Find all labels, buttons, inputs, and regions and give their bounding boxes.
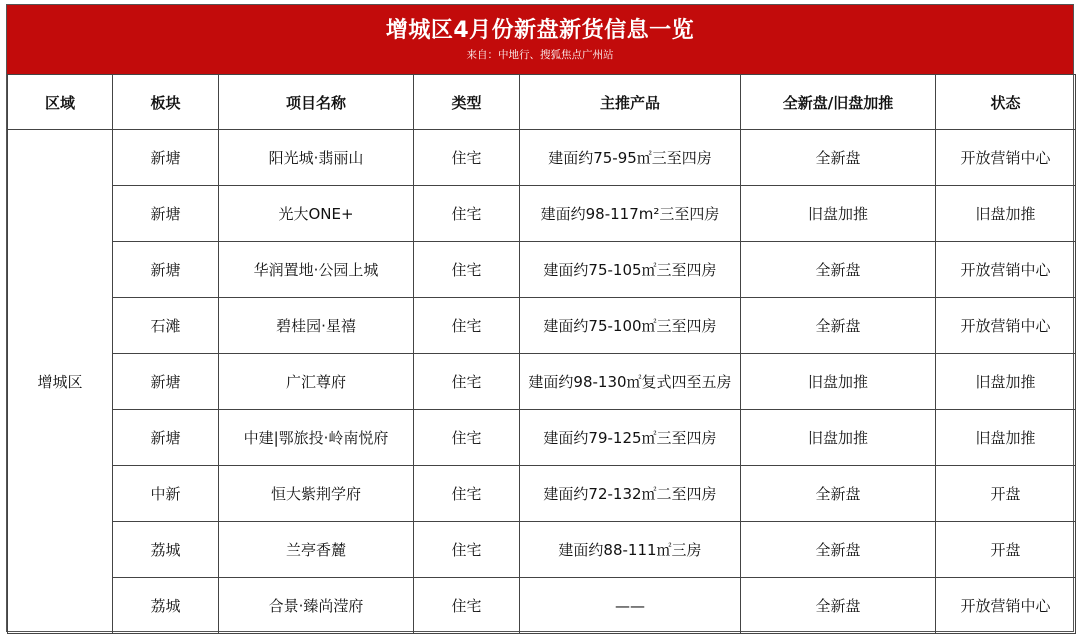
table-row [8,130,1076,186]
table-row [8,298,1076,354]
product-cell: 建面约98-117m²三至四房 [520,186,741,242]
status-cell: 开放营销中心 [936,578,1076,634]
category-cell: 全新盘 [741,578,936,634]
source-note: 来自：中地行、搜狐焦点广州站 [466,49,614,61]
block-cell: 石滩 [113,298,219,354]
status-cell: 旧盘加推 [936,354,1076,410]
block-cell: 荔城 [113,522,219,578]
status-cell: 开放营销中心 [936,130,1076,186]
block-cell: 新塘 [113,354,219,410]
column-header-product: 主推产品 [520,75,741,130]
status-cell: 开盘 [936,466,1076,522]
block-cell: 新塘 [113,410,219,466]
status-cell: 开盘 [936,522,1076,578]
type-cell: 住宅 [414,130,520,186]
status-cell: 旧盘加推 [936,186,1076,242]
project-cell: 广汇尊府 [219,354,414,410]
table-row [8,410,1076,466]
category-cell: 全新盘 [741,522,936,578]
product-cell: 建面约88-111㎡三房 [520,522,741,578]
product-cell: 建面约79-125㎡三至四房 [520,410,741,466]
table-row [8,522,1076,578]
status-cell: 开放营销中心 [936,298,1076,354]
type-cell: 住宅 [414,578,520,634]
category-cell: 旧盘加推 [741,354,936,410]
type-cell: 住宅 [414,242,520,298]
region-cell: 增城区 [8,130,113,634]
project-cell: 恒大紫荆学府 [219,466,414,522]
page-title: 增城区4月份新盘新货信息一览 [385,18,695,43]
project-cell: 兰亭香麓 [219,522,414,578]
table-row [8,466,1076,522]
category-cell: 全新盘 [741,298,936,354]
type-cell: 住宅 [414,522,520,578]
project-cell: 中建|鄂旅投·岭南悦府 [219,410,414,466]
project-cell: 合景·臻尚滢府 [219,578,414,634]
product-cell: 建面约72-132㎡二至四房 [520,466,741,522]
table-row [8,186,1076,242]
block-cell: 新塘 [113,130,219,186]
block-cell: 新塘 [113,186,219,242]
product-cell: 建面约75-95㎡三至四房 [520,130,741,186]
product-cell: —— [520,578,741,634]
column-header-block: 板块 [113,75,219,130]
project-cell: 碧桂园·星禧 [219,298,414,354]
type-cell: 住宅 [414,354,520,410]
block-cell: 荔城 [113,578,219,634]
block-cell: 新塘 [113,242,219,298]
listing-table [7,74,1076,634]
table-row [8,354,1076,410]
table-row [8,242,1076,298]
info-table-frame [6,4,1074,632]
category-cell: 旧盘加推 [741,186,936,242]
product-cell: 建面约98-130㎡复式四至五房 [520,354,741,410]
product-cell: 建面约75-105㎡三至四房 [520,242,741,298]
project-cell: 阳光城·翡丽山 [219,130,414,186]
column-header-category: 全新盘/旧盘加推 [741,75,936,130]
block-cell: 中新 [113,466,219,522]
product-cell: 建面约75-100㎡三至四房 [520,298,741,354]
project-cell: 华润置地·公园上城 [219,242,414,298]
category-cell: 全新盘 [741,466,936,522]
status-cell: 开放营销中心 [936,242,1076,298]
column-header-type: 类型 [414,75,520,130]
status-cell: 旧盘加推 [936,410,1076,466]
category-cell: 全新盘 [741,130,936,186]
type-cell: 住宅 [414,410,520,466]
column-header-project: 项目名称 [219,75,414,130]
project-cell: 光大ONE+ [219,186,414,242]
table-header-row [8,75,1076,130]
type-cell: 住宅 [414,298,520,354]
column-header-region: 区域 [8,75,113,130]
column-header-status: 状态 [936,75,1076,130]
title-banner [7,5,1073,74]
category-cell: 旧盘加推 [741,410,936,466]
category-cell: 全新盘 [741,242,936,298]
table-row [8,578,1076,634]
type-cell: 住宅 [414,466,520,522]
type-cell: 住宅 [414,186,520,242]
